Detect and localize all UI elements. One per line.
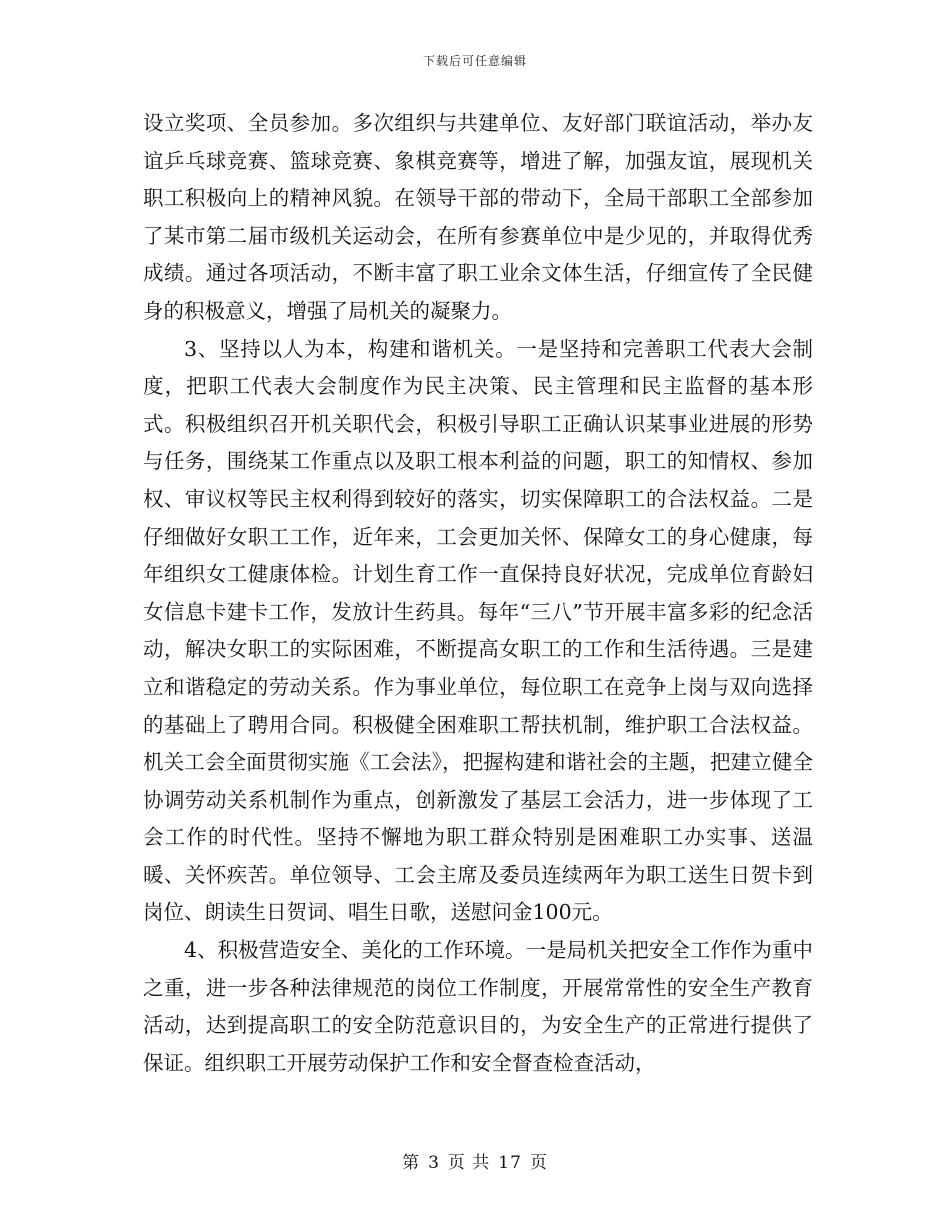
paragraph-continued: 设立奖项、全员参加。多次组织与共建单位、友好部门联谊活动，举办友谊乒乓球竞赛、篮球竞赛、象棋竞赛等，增进了解，加强友谊，展现机关职工积极向上的精神风貌。在领导干部的带动下，全局干部职工全部参加了某市第二届市级机关运动会，在所有参赛单位中是少见的，并取得优秀成绩。通过各项活动，不断丰富了职工业余文体生活，仔细宣传了全民健身的积极意义，增强了局机关的凝聚力。: [143, 111, 813, 323]
paragraph-section-4: 4、积极营造安全、美化的工作环境。一是局机关把安全工作作为重中之重，进一步各种法律规范的岗位工作制度，开展常常性的安全生产教育活动，达到提高职工的安全防范意识目的，为安全生产的正常进行提供了保证。组织职工开展劳动保护工作和安全督查检查活动，: [143, 938, 813, 1075]
footer-middle: 页 共: [447, 1153, 491, 1173]
footer-suffix: 页: [529, 1153, 548, 1173]
paragraph-section-3: 3、坚持以人为本，构建和谐机关。一是坚持和完善职工代表大会制度，把职工代表大会制度作为民主决策、民主管理和民主监督的基本形式。积极组织召开机关职代会，积极引导职工正确认识某事业进展的形势与任务，围绕某工作重点以及职工根本利益的问题，职工的知情权、参加权、审议权等民主权利得到较好的落实，切实保障职工的合法权益。二是仔细做好女职工工作，近年来，工会更加关怀、保障女工的身心健康，每年组织女工健康体检。计划生育工作一直保持良好状况，完成单位育龄妇女信息卡建卡工作，发放计生药具。每年“三八”节开展丰富多彩的纪念活动，解决女职工的实际困难，不断提高女职工的工作和生活待遇。三是建立和谐稳定的劳动关系。作为事业单位，每位职工在竞争上岗与双向选择的基础上了聘用合同。积极健全困难职工帮扶机制，维护职工合法权益。机关工会全面贯彻实施《工会法》，把握构建和谐社会的主题，把建立健全协调劳动关系机制作为重点，创新激发了基层工会活力，进一步体现了工会工作的时代性。坚持不懈地为职工群众特别是困难职工办实事、送温暖、关怀疾苦。单位领导、工会主席及委员连续两年为职工送生日贺卡到岗位、朗读生日贺词、唱生日歌，送慰问金100元。: [143, 336, 813, 925]
document-body: [143, 105, 813, 1082]
current-page-number: 3: [428, 1153, 440, 1173]
page-footer: [0, 1148, 950, 1173]
header-note: 下载后可任意编辑: [422, 54, 527, 68]
page-header: [0, 52, 950, 69]
footer-prefix: 第: [402, 1153, 421, 1173]
total-pages-number: 17: [498, 1153, 522, 1173]
